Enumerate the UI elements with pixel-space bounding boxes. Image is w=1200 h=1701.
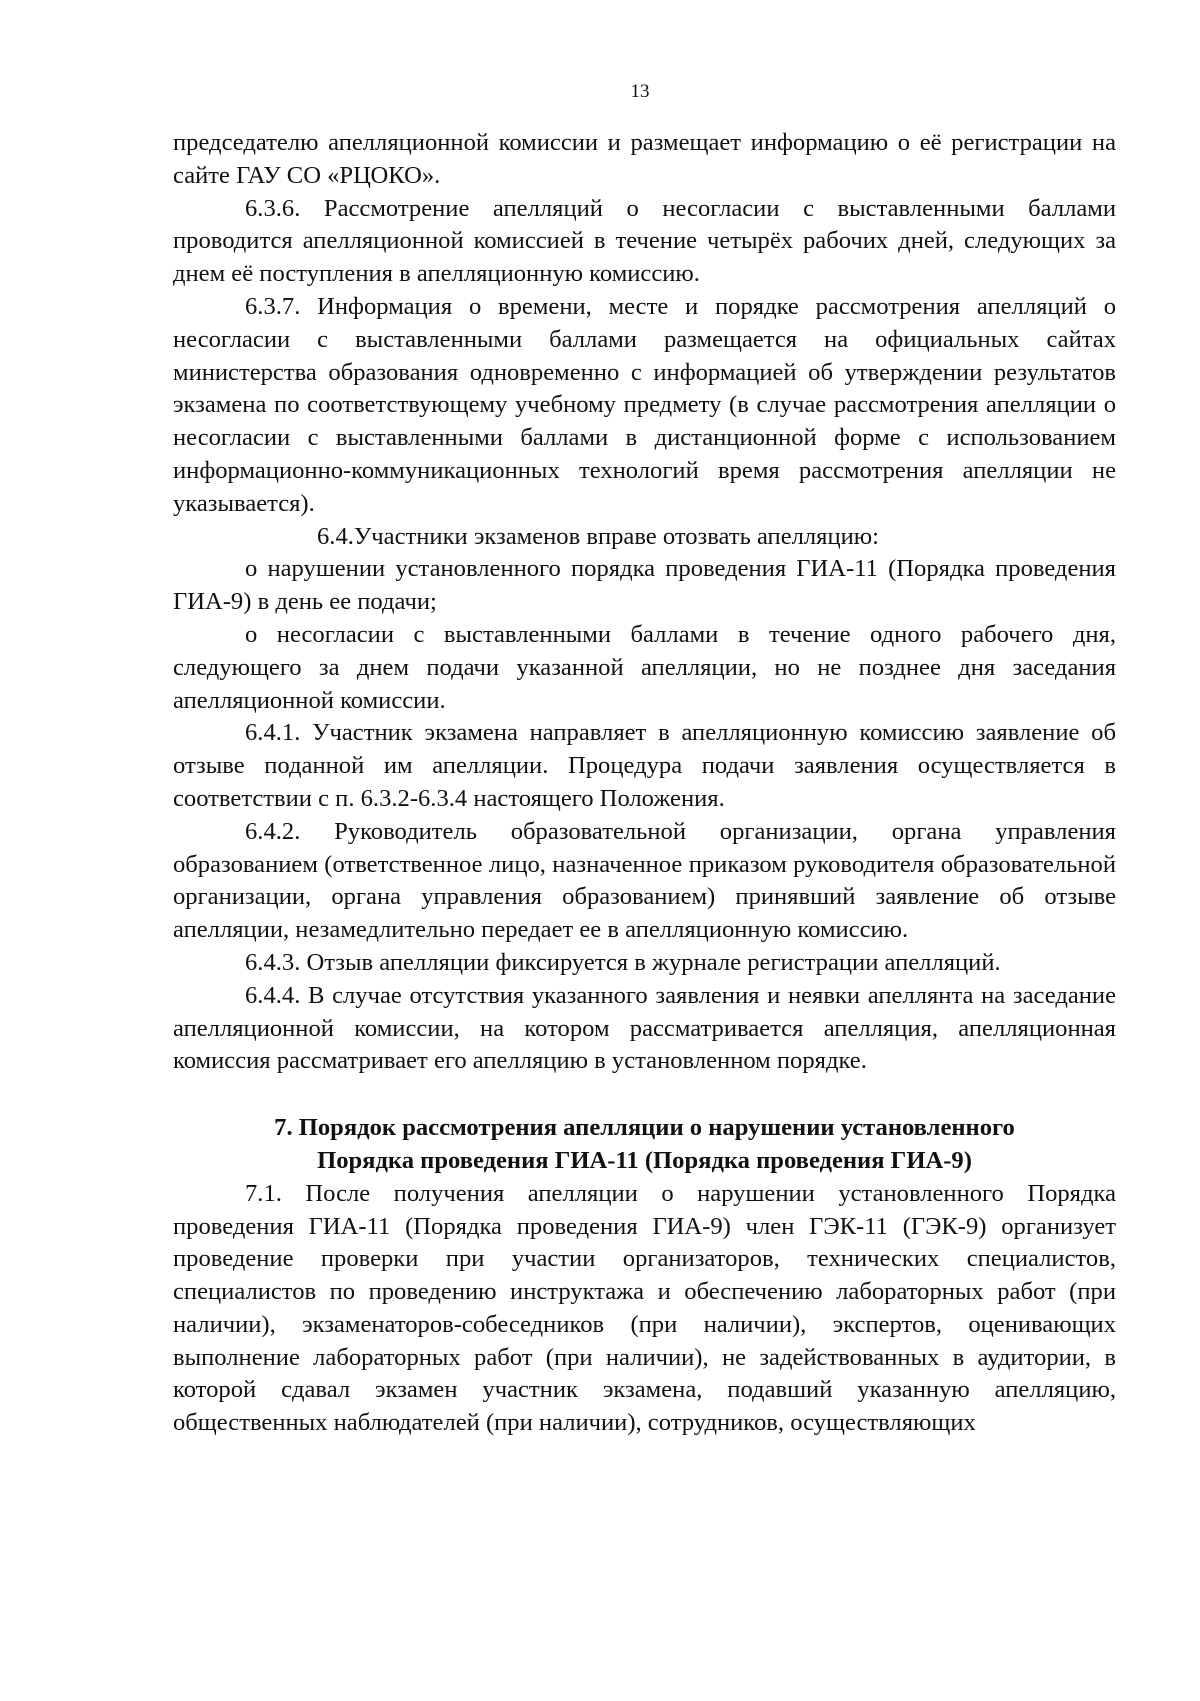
document-body xyxy=(173,127,1116,1440)
paragraph-7-1: 7.1. После получения апелляции о нарушении установленного Порядка проведения ГИА-11 (Порядка проведения ГИА-9) член ГЭК-11 (ГЭК-9) организует проведение проверки при участии организаторов, технических специалистов, специалистов по проведению инструктажа и обеспечению лабораторных работ (при наличии), экзаменаторов-собеседников (при наличии), экспертов, оценивающих выполнение лабораторных работ (при наличии), не задействованных в аудитории, в которой сдавал экзамен участник экзамена, подавший указанную апелляцию, общественных наблюдателей (при наличии), сотрудников, осуществляющих xyxy=(173,1179,1116,1437)
paragraph-6-4-4: 6.4.4. В случае отсутствия указанного заявления и неявки апеллянта на заседание апелляционной комиссии, на котором рассматривается апелляция, апелляционная комиссия рассматривает его апелляцию в установленном порядке. xyxy=(173,981,1116,1075)
section-heading-line1: 7. Порядок рассмотрения апелляции о нарушении установленного xyxy=(274,1114,1015,1142)
paragraph-6-4-2: 6.4.2. Руководитель образовательной организации, органа управления образованием (ответственное лицо, назначенное приказом руководителя образовательной организации, органа управления образованием) принявший заявление об отзыве апелляции, незамедлительно передает ее в апелляционную комиссию. xyxy=(173,817,1116,944)
paragraph-withdraw-disagreement: о несогласии с выставленными баллами в течение одного рабочего дня, следующего за днем подачи указанной апелляции, но не позднее дня заседания апелляционной комиссии. xyxy=(173,620,1116,714)
paragraph-6-3-6: 6.3.6. Рассмотрение апелляций о несогласии с выставленными баллами проводится апелляционной комиссией в течение четырёх рабочих дней, следующих за днем её поступления в апелляционную комиссию. xyxy=(173,194,1116,288)
paragraph-6-3-7: 6.3.7. Информация о времени, месте и порядке рассмотрения апелляций о несогласии с выставленными баллами размещается на официальных сайтах министерства образования одновременно с информацией об утверждении результатов экзамена по соответствующему учебному предмету (в случае рассмотрения апелляции о несогласии с выставленными баллами в дистанционной форме с использованием информационно-коммуникационных технологий время рассмотрения апелляции не указывается). xyxy=(173,292,1116,517)
section-heading xyxy=(173,1112,1116,1178)
paragraph: председателю апелляционной комиссии и размещает информацию о её регистрации на сайте ГАУ СО «РЦОКО». xyxy=(173,129,1116,189)
paragraph-number: 6.4. xyxy=(317,522,354,550)
page-number: 13 xyxy=(630,81,650,102)
paragraph-withdraw-violation: о нарушении установленного порядка проведения ГИА-11 (Порядка проведения ГИА-9) в день ее подачи; xyxy=(173,555,1116,616)
paragraph-6-4-3: 6.4.3. Отзыв апелляции фиксируется в журнале регистрации апелляций. xyxy=(245,948,1001,976)
paragraph-6-4-1: 6.4.1. Участник экзамена направляет в апелляционную комиссию заявление об отзыве поданной им апелляции. Процедура подачи заявления осуществляется в соответствии с п. 6.3.2-6.3.4 настоящего Положения. xyxy=(173,719,1116,812)
paragraph-text: Участники экзаменов вправе отозвать апелляцию: xyxy=(353,522,880,550)
paragraph-6-4 xyxy=(173,521,1116,554)
section-heading-line2: Порядка проведения ГИА-11 (Порядка проведения ГИА-9) xyxy=(317,1146,972,1174)
